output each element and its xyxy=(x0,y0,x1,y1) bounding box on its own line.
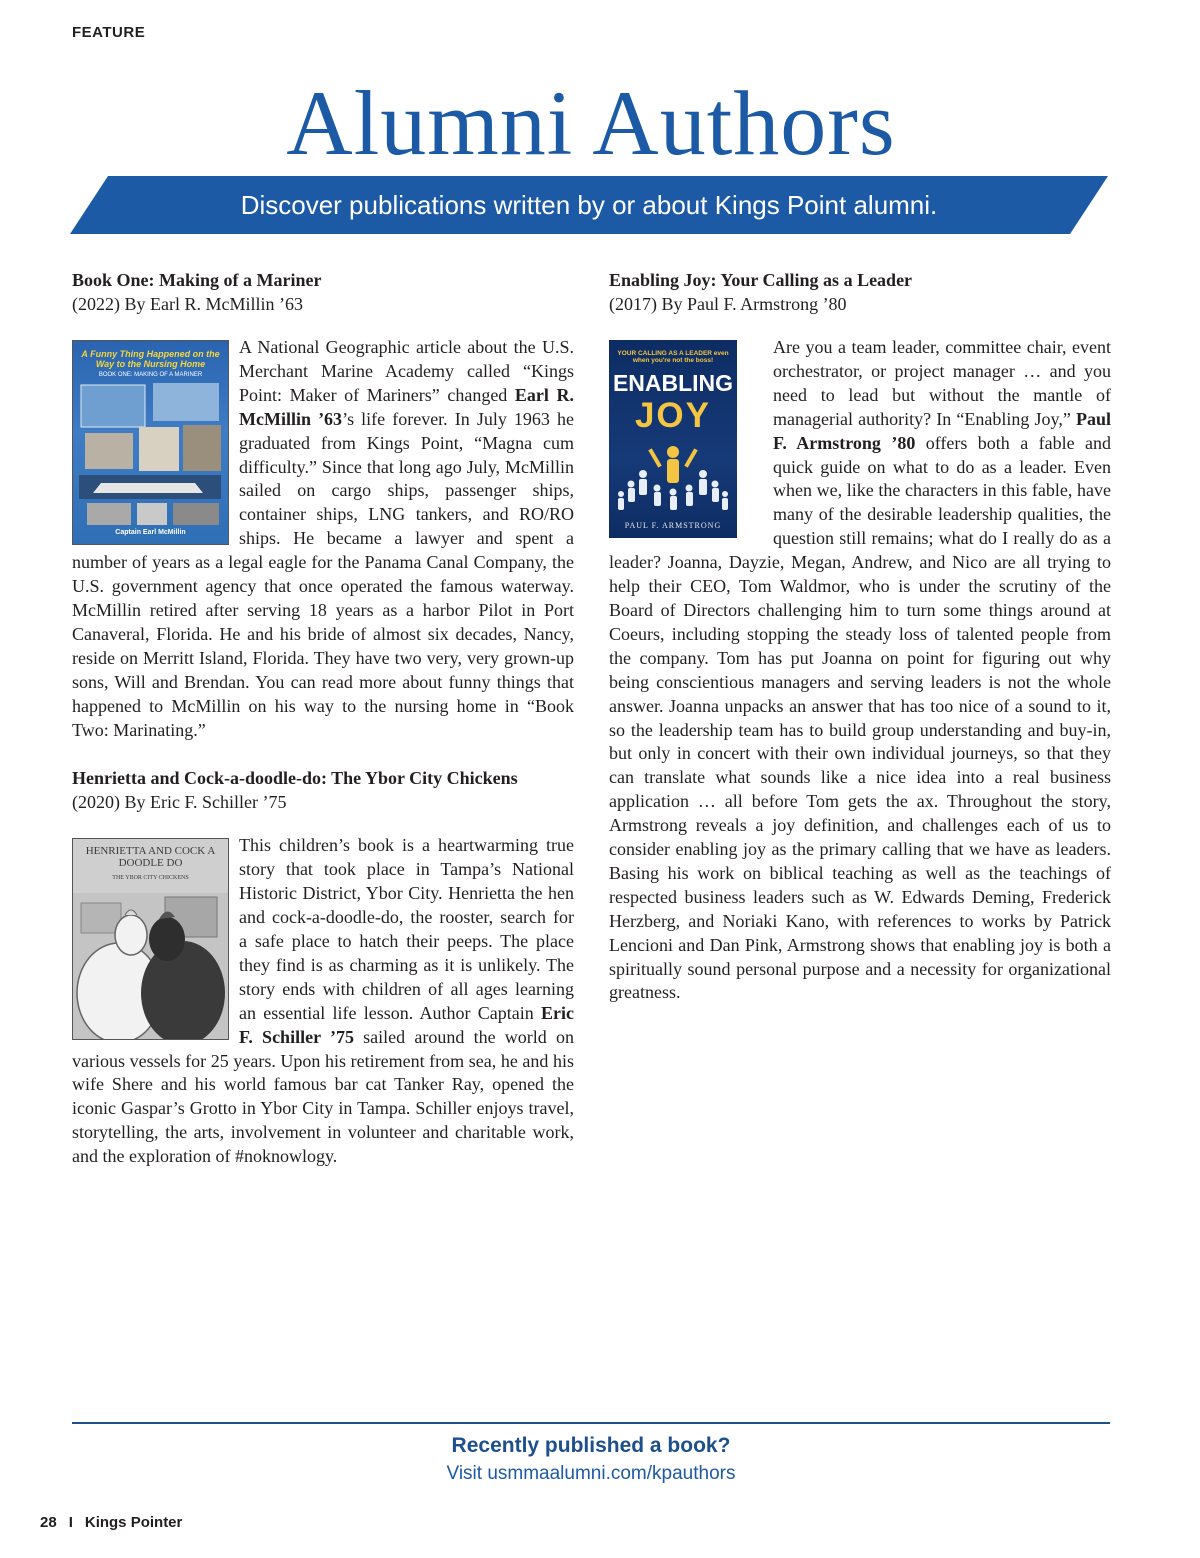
book-byline: (2020) By Eric F. Schiller ’75 xyxy=(72,792,287,813)
subtitle-banner xyxy=(70,176,1108,234)
description-text: sailed around the world on various vessels for 25 years. Upon his retirement from sea, he and his wife Shere and his world famous bar cat Tanker Ray, opened the iconic Gaspar’s Grotto in Ybor City in Tampa. Schiller enjoys travel, storytelling, the arts, involvement in volunteer and charitable work, and the exploration of #noknowlogy. xyxy=(72,1026,574,1167)
folio-separator: I xyxy=(68,1514,73,1531)
cover-subtitle: BOOK ONE: MAKING OF A MARINER xyxy=(98,372,203,378)
cover-title: A Funny Thing Happened on the Way to the Nursing Home xyxy=(81,349,220,369)
page-title: Alumni Authors xyxy=(286,72,896,174)
book-title: Book One: Making of a Mariner xyxy=(72,270,322,290)
cover-author: PAUL F. ARMSTRONG xyxy=(624,521,722,530)
description-text: ’s life forever. In July 1963 he graduated from Kings Point, “Magna cum difficulty.” Since that long ago July, McMillin sailed on cargo ships, passenger ships, container ships, LNG tankers, and RO/RO ships. He became a lawyer and spent a number of years as a legal eagle for the Panama Canal Company, the U.S. government agency that once operated the famous waterway. McMillin retired after serving 18 years as a harbor Pilot in Port Canaveral, Florida. He and his bride of almost six decades, Nancy, reside on Merritt Island, Florida. They have two very, very grown-up sons, Will and Brendan. You can read more about funny things that happened to McMillin on his way to the nursing home in “Book Two: Marinating.” xyxy=(72,408,574,740)
banner-text: Discover publications written by or about Kings Point alumni. xyxy=(240,190,938,220)
footer-divider xyxy=(72,1422,1110,1424)
description-text: A National Geographic article about the U.S. Merchant Marine Academy called “Kings Point: Maker of Mariners” changed xyxy=(239,337,574,405)
book-cover-enabling-joy xyxy=(609,340,737,538)
cover-tagline: YOUR CALLING AS A LEADER even when you're not the boss! xyxy=(617,350,729,364)
book-title: Enabling Joy: Your Calling as a Leader xyxy=(609,270,913,290)
people-illustration xyxy=(609,444,737,524)
section-label: FEATURE xyxy=(72,24,146,41)
cover-title: HENRIETTA AND COCK A DOODLE DO xyxy=(85,845,216,870)
description-text: Are you a team leader, committee chair, event orchestrator, or project manager … and you need to lead but without the mantle of managerial authority? In “Enabling Joy,” xyxy=(773,337,1111,429)
author-name: Paul F. Armstrong ’80 xyxy=(773,408,1111,453)
footer-cta: Recently published a book? xyxy=(451,1434,731,1457)
page-number: 28 xyxy=(40,1514,57,1531)
book-entry-henrietta xyxy=(72,766,574,1169)
page-folio xyxy=(40,1514,182,1531)
cover-title-top: ENABLING xyxy=(612,370,734,396)
description-text: This children’s book is a heartwarming true story that took place in Tampa’s National Historic District, Ybor City. Henrietta the hen and cock-a-doodle-do, the rooster, search for a safe place to hatch their peeps. The place they find is as charming as it is unlikely. The story ends with children of all ages learning an essential life lesson. Author Captain xyxy=(239,835,574,1023)
description-text: offers both a fable and quick guide on what to do as a leader. Even when we, like the characters in this fable, have many of the desirable leadership qualities, the question still remains; what do I really do as a leader? Joanna, Dayzie, Megan, Andrew, and Nico are all trying to help their CEO, Tom Waldmor, who is under the scrutiny of the Board of Directors challenging him to turn some things around at Coeurs, including stopping the steady loss of talented people from the company. Tom has put Joanna on point for figuring out why being conscientious managers and serving leaders is not the whole answer. Joanna unpacks an answer that has too nice of a sound to it, so the leadership team has to build group understanding and buy-in, but only in concert with their own individual journeys, so that they can translate what sounds like a nice idea into a real business application … all before Tom gets the ax. Throughout the story, Armstrong reveals a joy definition, and challenges each of us to consider enabling joy as the primary calling that we have as leaders. Basing his work on biblical teaching as well as the teachings of respected business leaders such as W. Edwards Deming, Frederick Herzberg, and Noriaki Kano, with references to works by Patrick Lencioni and Dan Pink, Armstrong shows that enabling joy is both a spiritually sound personal purpose and a necessity for organizational greatness. xyxy=(609,432,1111,1003)
collage-illustration xyxy=(73,381,228,531)
author-name: Earl R. McMillin ’63 xyxy=(239,384,574,429)
chickens-illustration xyxy=(73,883,228,1040)
book-byline: (2022) By Earl R. McMillin ’63 xyxy=(72,294,303,314)
footer-link[interactable]: Visit usmmaalumni.com/kpauthors xyxy=(446,1463,736,1484)
author-name: Eric F. Schiller ’75 xyxy=(239,1002,574,1047)
book-title: Henrietta and Cock-a-doodle-do: The Ybor City Chickens xyxy=(72,768,518,789)
book-entry-enabling-joy xyxy=(609,268,1111,1005)
cover-author: Captain Earl McMillin xyxy=(115,529,186,536)
book-byline: (2017) By Paul F. Armstrong ’80 xyxy=(609,294,847,314)
publication-name: Kings Pointer xyxy=(84,1514,183,1531)
right-column xyxy=(609,268,1111,1005)
cover-title-bottom: JOY xyxy=(634,396,712,435)
left-column xyxy=(72,268,574,1169)
cover-subtitle: THE YBOR CITY CHICKENS xyxy=(112,875,189,882)
book-entry-mariner xyxy=(72,268,574,742)
book-cover-mariner xyxy=(72,340,229,545)
book-cover-henrietta xyxy=(72,838,229,1040)
